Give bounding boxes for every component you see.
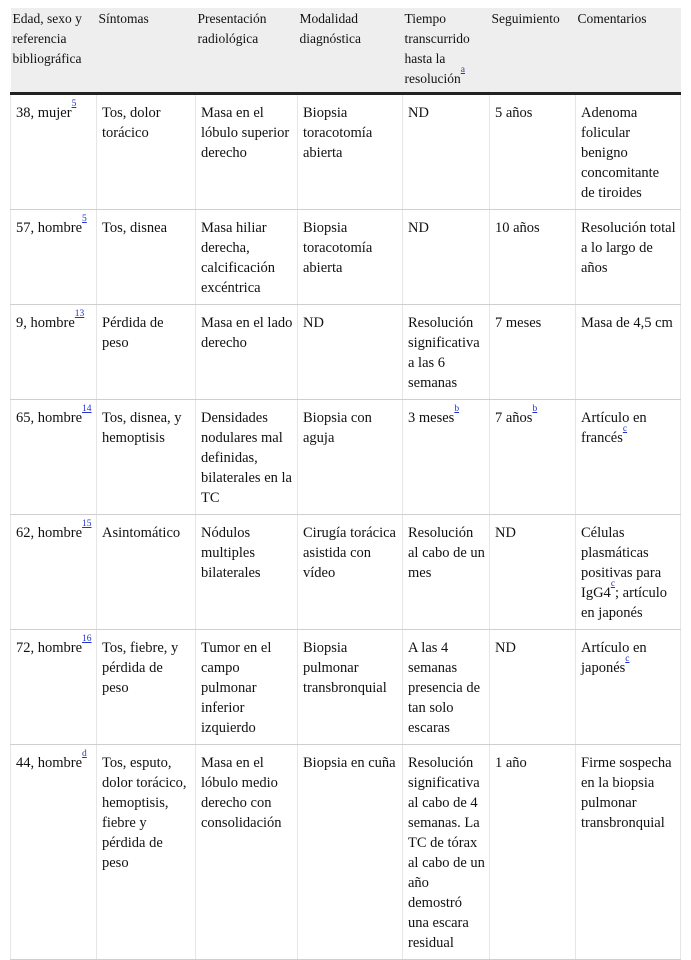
footnote-link[interactable]: c (622, 424, 628, 434)
cell-text: 72, hombre (16, 640, 83, 656)
table-cell (298, 94, 403, 210)
footnote-link[interactable]: c (625, 654, 630, 664)
table-cell (97, 630, 196, 745)
cell-text: Nódulos multiples bilaterales (201, 525, 261, 581)
footnote-link[interactable]: 14 (82, 404, 92, 414)
table-cell (576, 210, 681, 305)
table-cell (97, 94, 196, 210)
cell-text: Tos, esputo, dolor torácico, hemoptisis, fiebre y pérdida de peso (102, 755, 187, 871)
table-row (11, 745, 681, 960)
footnote-marker (82, 214, 87, 224)
table-body (11, 94, 681, 960)
footnote-marker (625, 654, 629, 664)
table-cell (403, 400, 490, 515)
footnote-marker (82, 634, 92, 644)
cell-text: Resolución total a lo largo de años (581, 220, 676, 276)
table-cell (298, 630, 403, 745)
cell-text: Tos, disnea, y hemoptisis (102, 410, 182, 446)
cell-text: Pérdida de peso (102, 315, 164, 351)
cell-text: Tiempo transcurrido hasta la resolución (404, 11, 470, 86)
table-cell (298, 210, 403, 305)
cell-text: Resolución al cabo de un mes (408, 525, 485, 581)
footnote-link[interactable]: 13 (74, 309, 85, 319)
footnote-link[interactable]: 5 (82, 214, 87, 224)
cell-text: A las 4 semanas presencia de tan solo escaras (408, 640, 481, 736)
cell-text: Resolución significativa al cabo de 4 semanas. La TC de tórax al cabo de un año demostró una escara residual (408, 755, 485, 951)
table-row (11, 305, 681, 400)
table-cell (576, 745, 681, 960)
footnote-link[interactable]: b (454, 404, 460, 414)
cell-text: Síntomas (98, 11, 149, 26)
cell-text: 7 años (495, 410, 533, 426)
column-header (196, 8, 298, 94)
table-cell (298, 745, 403, 960)
cell-text: Tos, dolor torácico (102, 105, 161, 141)
table-row (11, 515, 681, 630)
cell-text: Masa en el lóbulo superior derecho (201, 105, 290, 161)
cell-text: Biopsia toracotomía abierta (303, 105, 373, 161)
table-cell (490, 745, 576, 960)
cell-text: Tos, disnea (102, 220, 168, 236)
footnote-link[interactable]: a (460, 65, 465, 75)
table-cell (196, 94, 298, 210)
table-cell (576, 400, 681, 515)
table-cell (490, 305, 576, 400)
cell-text: Cirugía torácica asistida con vídeo (303, 525, 396, 581)
footnote-marker (623, 424, 627, 434)
cell-text: Masa en el lóbulo medio derecho con consolidación (201, 755, 282, 831)
table-cell (196, 515, 298, 630)
footnote-link[interactable]: d (82, 749, 87, 759)
table-row (11, 630, 681, 745)
table-cell (298, 305, 403, 400)
column-header (298, 8, 403, 94)
table-cell (403, 515, 490, 630)
footnote-marker (72, 99, 77, 109)
footnote-marker (75, 309, 85, 319)
cell-text: Presentación radiológica (197, 11, 267, 46)
header-row (11, 8, 681, 94)
cell-text: 38, mujer (16, 105, 72, 121)
cell-text: Adenoma folicular benigno concomitante de tiroides (581, 105, 660, 201)
table-cell (196, 630, 298, 745)
cell-text: Masa en el lado derecho (201, 315, 293, 351)
cell-text-continued: ; artículo en japonés (581, 585, 667, 621)
table-row (11, 94, 681, 210)
cell-text: Tos, fiebre, y pérdida de peso (102, 640, 179, 696)
table-cell (298, 515, 403, 630)
footnote-link[interactable]: c (610, 579, 616, 589)
cell-text: Artículo en japonés (581, 640, 647, 676)
table-cell (490, 515, 576, 630)
cell-text: 7 meses (495, 315, 542, 331)
table-cell (403, 630, 490, 745)
table-cell (11, 630, 97, 745)
cell-text: ND (303, 315, 324, 331)
cell-text: 5 años (495, 105, 533, 121)
column-header (490, 8, 576, 94)
column-header (97, 8, 196, 94)
table-cell (11, 515, 97, 630)
table-cell (490, 400, 576, 515)
cell-text: 10 años (495, 220, 540, 236)
cell-text: Biopsia toracotomía abierta (303, 220, 373, 276)
footnote-link[interactable]: 15 (82, 519, 92, 529)
cell-text: Masa hiliar derecha, calcificación excéntrica (201, 220, 276, 296)
table-row (11, 400, 681, 515)
cell-text: Biopsia pulmonar transbronquial (303, 640, 387, 696)
footnote-marker (611, 579, 615, 589)
column-header (11, 8, 97, 94)
table-cell (403, 94, 490, 210)
cell-text: Biopsia con aguja (303, 410, 372, 446)
cell-text: ND (495, 525, 516, 541)
cell-text: 9, hombre (16, 315, 75, 331)
table-cell (403, 305, 490, 400)
cell-text: Resolución significativa a las 6 semanas (408, 315, 480, 391)
cell-text: Células plasmáticas positivas para IgG4 (581, 525, 662, 601)
table-cell (97, 210, 196, 305)
table-cell (11, 400, 97, 515)
table-cell (576, 305, 681, 400)
footnote-marker (461, 65, 465, 75)
column-header (403, 8, 490, 94)
cell-text: 65, hombre (16, 410, 83, 426)
table-cell (11, 305, 97, 400)
footnote-marker (82, 749, 87, 759)
table-cell (11, 210, 97, 305)
table-cell (11, 94, 97, 210)
column-header (576, 8, 681, 94)
table-cell (576, 515, 681, 630)
table-cell (196, 745, 298, 960)
table-cell (576, 630, 681, 745)
case-table (10, 8, 681, 960)
cell-text: Biopsia en cuña (303, 755, 396, 771)
footnote-marker (82, 404, 92, 414)
cell-text: ND (408, 220, 429, 236)
footnote-marker (454, 404, 459, 414)
cell-text: Modalidad diagnóstica (299, 11, 361, 46)
table-cell (97, 305, 196, 400)
cell-text: Edad, sexo y referencia bibliográfica (12, 11, 82, 66)
cell-text: 3 meses (408, 410, 455, 426)
cell-text: 57, hombre (16, 220, 83, 236)
table-cell (97, 515, 196, 630)
table-cell (298, 400, 403, 515)
table-cell (196, 305, 298, 400)
cell-text: Masa de 4,5 cm (581, 315, 673, 331)
table-cell (403, 210, 490, 305)
cell-text: 1 año (495, 755, 527, 771)
cell-text: 62, hombre (16, 525, 83, 541)
footnote-link[interactable]: b (532, 404, 538, 414)
cell-text: Comentarios (577, 11, 647, 26)
table-cell (490, 94, 576, 210)
cell-text: ND (408, 105, 429, 121)
table-row (11, 210, 681, 305)
cell-text: Asintomático (102, 525, 181, 541)
cell-text: 44, hombre (16, 755, 83, 771)
cell-text: Artículo en francés (581, 410, 647, 446)
cell-text: ND (495, 640, 516, 656)
table-cell (490, 630, 576, 745)
table-cell (196, 210, 298, 305)
footnote-link[interactable]: 16 (82, 634, 92, 644)
cell-text: Seguimiento (491, 11, 560, 26)
footnote-marker (82, 519, 92, 529)
table-cell (403, 745, 490, 960)
table-header (11, 8, 681, 94)
case-table-container (10, 8, 680, 960)
table-cell (490, 210, 576, 305)
table-cell (196, 400, 298, 515)
cell-text: Densidades nodulares mal definidas, bilaterales en la TC (201, 410, 292, 506)
table-cell (97, 400, 196, 515)
table-cell (97, 745, 196, 960)
cell-text: Tumor en el campo pulmonar inferior izquierdo (201, 640, 272, 736)
cell-text: Firme sospecha en la biopsia pulmonar transbronquial (581, 755, 672, 831)
footnote-link[interactable]: 5 (71, 99, 77, 109)
table-cell (576, 94, 681, 210)
footnote-marker (532, 404, 537, 414)
table-cell (11, 745, 97, 960)
